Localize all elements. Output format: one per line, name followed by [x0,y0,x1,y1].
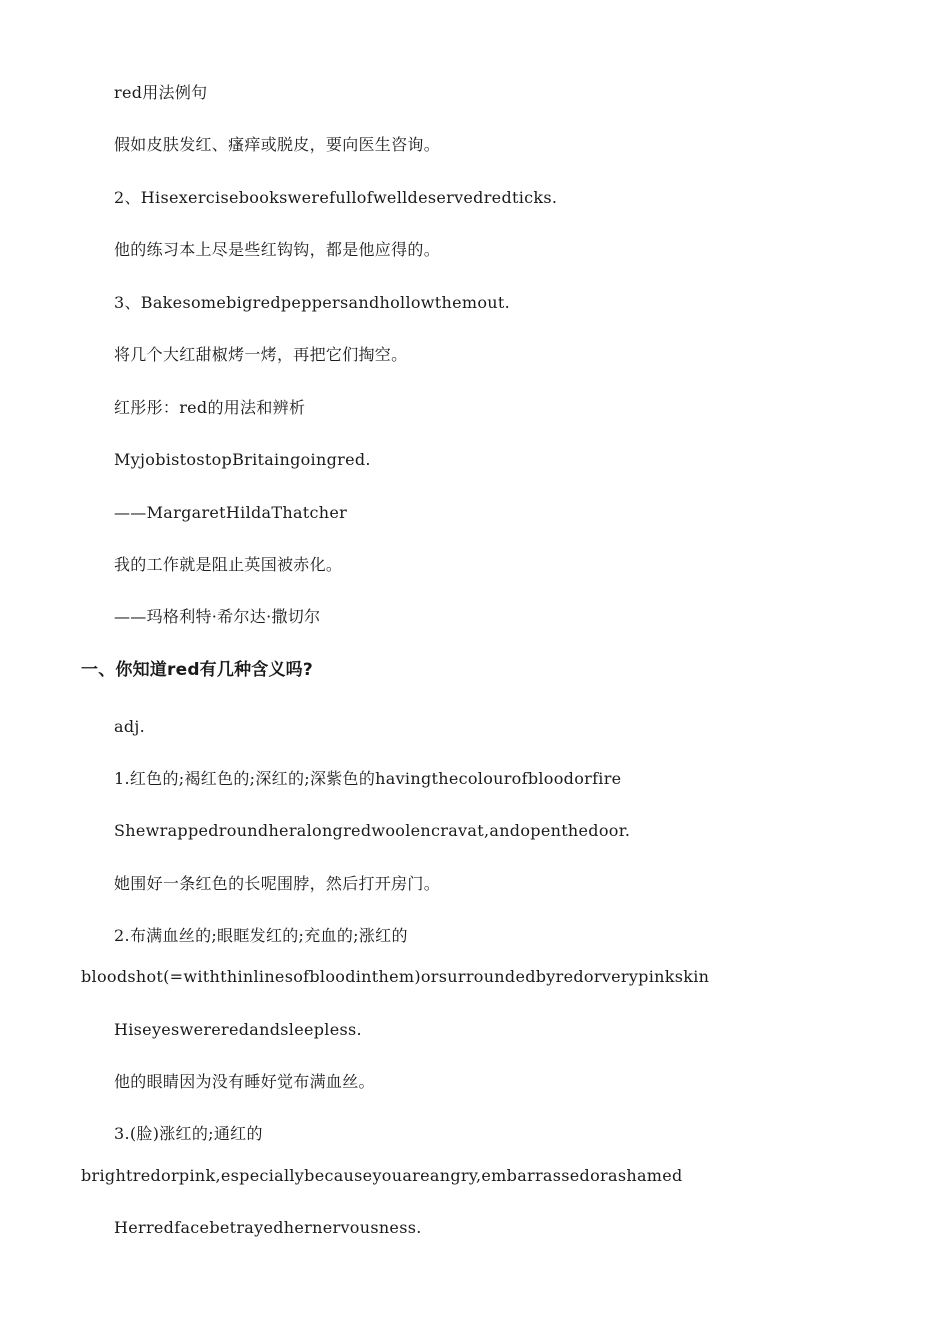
quote-author-translation: ——玛格利特·希尔达·撒切尔 [114,607,321,626]
example-sentence: Hiseyeswereredandsleepless. [114,1020,362,1039]
subtitle: 红彤彤：red的用法和辨析 [114,398,306,417]
definition: 2.布满血丝的;眼眶发红的;充血的;涨红的 [114,926,408,945]
example-sentence-translation: 将几个大红甜椒烤一烤，再把它们掏空。 [114,345,408,364]
example-sentence-translation: 他的练习本上尽是些红钩钩，都是他应得的。 [114,240,441,259]
definition-english: bloodshot(=withthinlinesofbloodinthem)orsurroundedbyredorverypinkskin [81,967,710,986]
quote: MyjobistostopBritaingoingred. [114,450,371,469]
section-title: red用法例句 [114,83,208,102]
example-sentence-translation: 她围好一条红色的长呢围脖，然后打开房门。 [114,874,441,893]
example-sentence: Shewrappedroundheralongredwoolencravat,andopenthedoor. [114,821,631,840]
example-sentence: Herredfacebetrayedhernervousness. [114,1218,422,1237]
section-heading: 一、你知道red有几种含义吗? [81,660,313,680]
example-sentence: 3、Bakesomebigredpeppersandhollowthemout. [114,293,511,312]
quote-author: ——MargaretHildaThatcher [114,503,348,522]
definition: 3.(脸)涨红的;通红的 [114,1124,263,1143]
example-sentence: 2、Hisexercisebookswerefullofwelldeservedredticks. [114,188,558,207]
quote-translation: 我的工作就是阻止英国被赤化。 [114,555,343,574]
part-of-speech: adj. [114,717,146,736]
example-sentence-translation: 他的眼睛因为没有睡好觉布满血丝。 [114,1072,375,1091]
definition: 1.红色的;褐红色的;深红的;深紫色的havingthecolourofbloodorfire [114,769,622,788]
example-sentence-translation: 假如皮肤发红、瘙痒或脱皮，要向医生咨询。 [114,135,441,154]
definition-english: brightredorpink,especiallybecauseyouareangry,embarrassedorashamed [81,1166,683,1185]
